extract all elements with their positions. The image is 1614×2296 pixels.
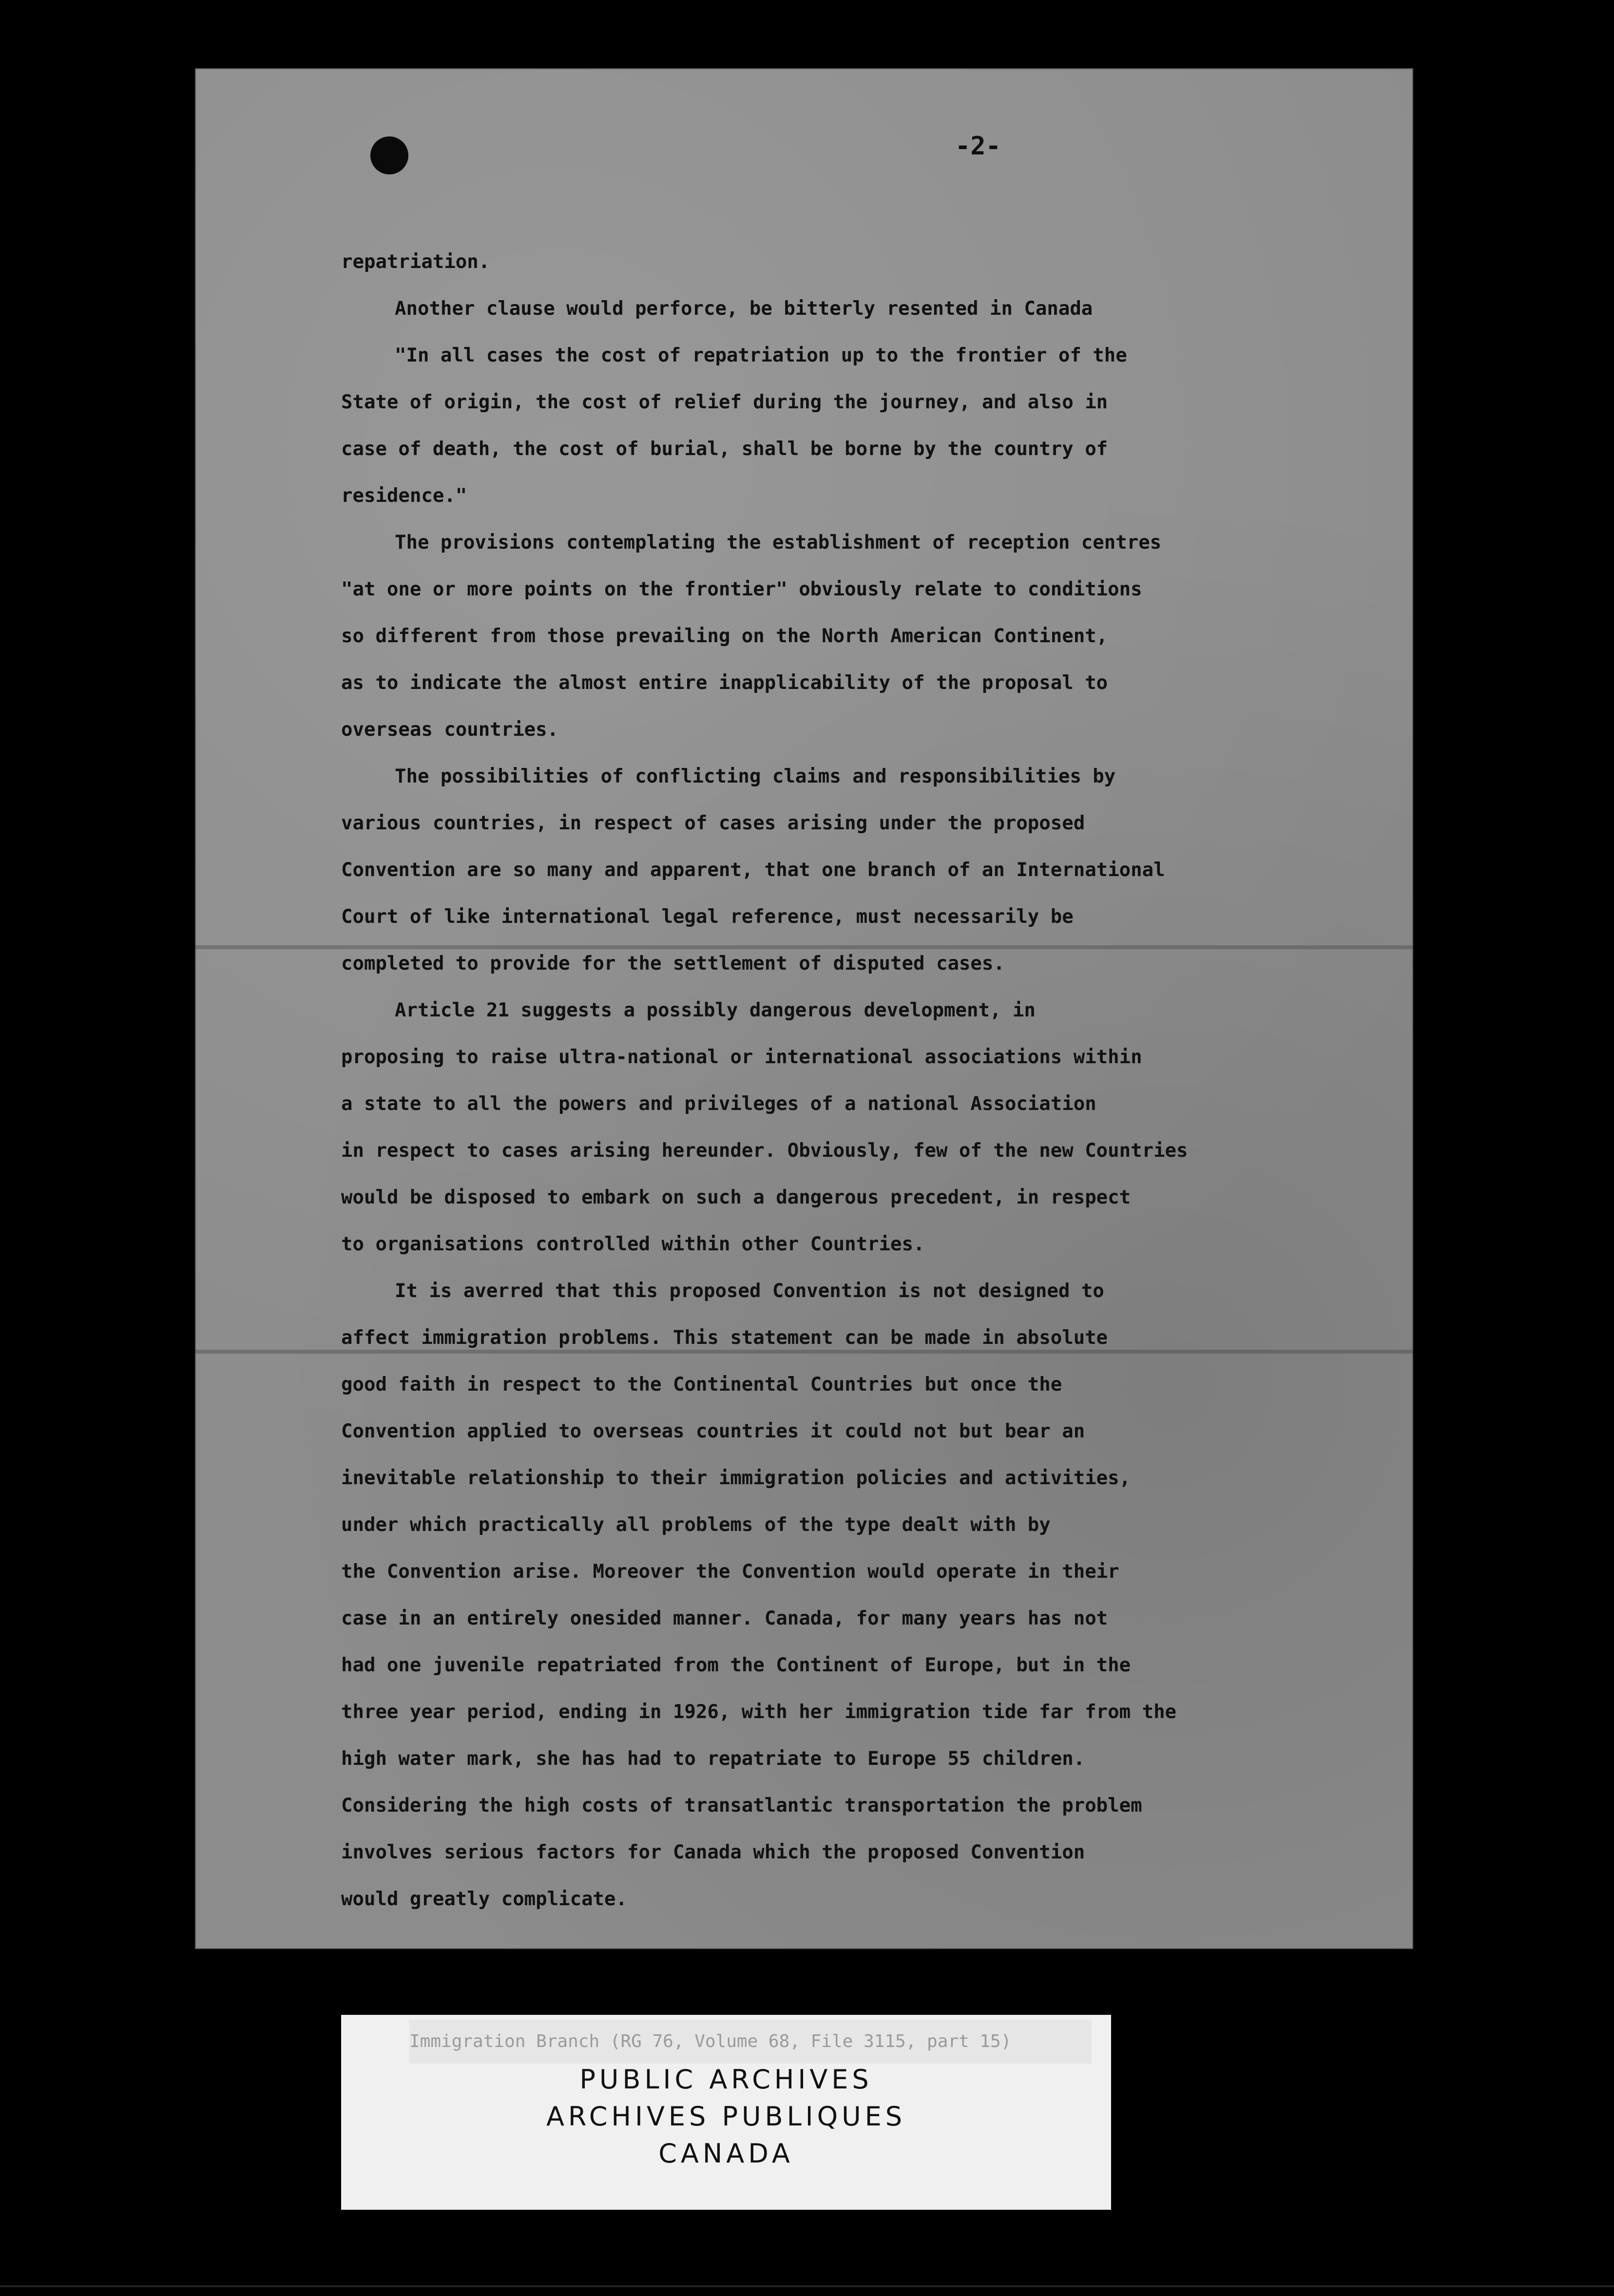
text-line: good faith in respect to the Continental Countries but once the: [341, 1374, 1062, 1396]
text-line: overseas countries.: [341, 719, 559, 741]
punch-hole-mark: [370, 136, 408, 174]
text-line: "at one or more points on the frontier" obviously relate to conditions: [341, 578, 1142, 600]
text-line: a state to all the powers and privileges of a national Association: [341, 1093, 1096, 1115]
text-line: Another clause would perforce, be bitterly resented in Canada: [395, 298, 1093, 320]
text-line: The provisions contemplating the establishment of reception centres: [395, 532, 1162, 554]
text-line: It is averred that this proposed Convention is not designed to: [395, 1280, 1104, 1302]
text-line: Court of like international legal reference, must necessarily be: [341, 906, 1074, 928]
text-line: so different from those prevailing on the North American Continent,: [341, 625, 1108, 647]
text-line: high water mark, she has had to repatriate to Europe 55 children.: [341, 1748, 1085, 1770]
text-line: affect immigration problems. This statement can be made in absolute: [341, 1327, 1108, 1349]
archives-stamp-line: PUBLIC ARCHIVES: [579, 2064, 873, 2095]
text-line: completed to provide for the settlement of disputed cases.: [341, 953, 1005, 975]
text-line: The possibilities of conflicting claims and responsibilities by: [395, 765, 1116, 787]
text-line: case in an entirely onesided manner. Canada, for many years has not: [341, 1607, 1108, 1629]
text-line: repatriation.: [341, 251, 490, 273]
text-line: Convention applied to overseas countries it could not but bear an: [341, 1420, 1085, 1442]
text-line: had one juvenile repatriated from the Continent of Europe, but in the: [341, 1654, 1131, 1676]
text-line: would be disposed to embark on such a dangerous precedent, in respect: [341, 1186, 1131, 1208]
archives-stamp-line: CANADA: [658, 2138, 794, 2169]
text-line: Convention are so many and apparent, that one branch of an International: [341, 859, 1165, 881]
document-body: [341, 239, 1462, 1923]
text-line: involves serious factors for Canada which the proposed Convention: [341, 1841, 1085, 1863]
text-line: Considering the high costs of transatlantic transportation the problem: [341, 1795, 1142, 1817]
bottom-divider: [0, 2285, 1614, 2287]
text-line: State of origin, the cost of relief during the journey, and also in: [341, 391, 1108, 413]
text-line: proposing to raise ultra-national or international associations within: [341, 1046, 1142, 1068]
text-line: Article 21 suggests a possibly dangerous development, in: [395, 999, 1036, 1021]
document-sheet: [195, 68, 1413, 1949]
text-line: residence.": [341, 485, 467, 507]
text-line: "In all cases the cost of repatriation up to the frontier of the: [395, 344, 1127, 366]
archive-reference: Immigration Branch (RG 76, Volume 68, File 3115, part 15): [409, 2020, 1092, 2064]
archives-stamp: [361, 2061, 1092, 2207]
text-line: case of death, the cost of burial, shall be borne by the country of: [341, 438, 1108, 460]
page-number: -2-: [955, 132, 1001, 161]
text-line: the Convention arise. Moreover the Convention would operate in their: [341, 1561, 1119, 1583]
text-line: three year period, ending in 1926, with her immigration tide far from the: [341, 1701, 1177, 1723]
text-line: would greatly complicate.: [341, 1888, 627, 1910]
text-line: as to indicate the almost entire inapplicability of the proposal to: [341, 672, 1108, 694]
archives-stamp-line: ARCHIVES PUBLIQUES: [546, 2101, 906, 2132]
text-line: in respect to cases arising hereunder. Obviously, few of the new Countries: [341, 1140, 1188, 1162]
text-line: to organisations controlled within other Countries.: [341, 1233, 925, 1255]
text-line: inevitable relationship to their immigration policies and activities,: [341, 1467, 1131, 1489]
text-line: under which practically all problems of the type dealt with by: [341, 1514, 1051, 1536]
text-line: various countries, in respect of cases arising under the proposed: [341, 812, 1085, 834]
